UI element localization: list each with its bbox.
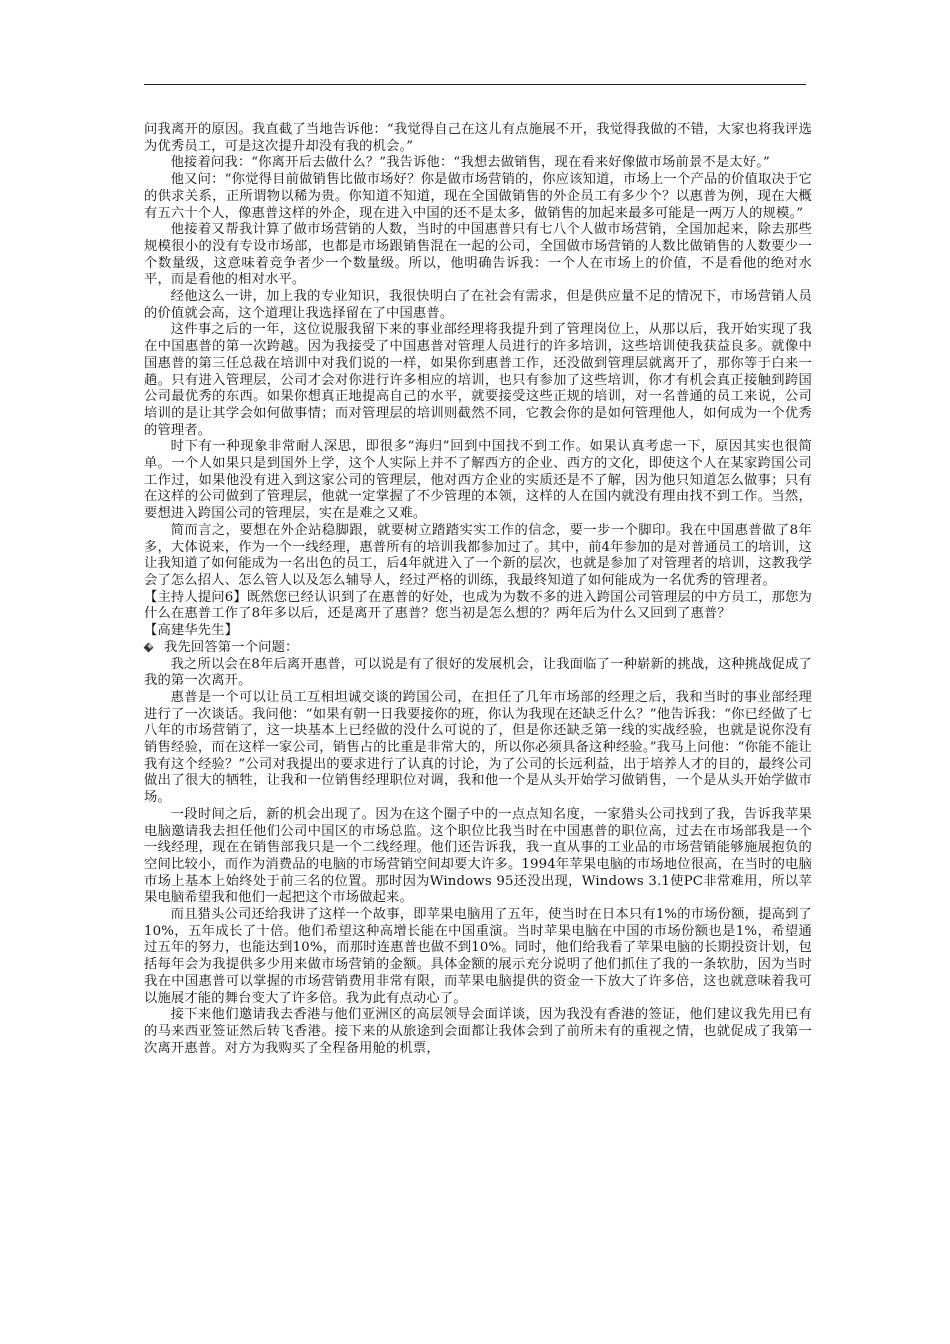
paragraph: 他接着问我：“你离开后去做什么？”我告诉他：“我想去做销售，现在看来好像做市场前景不是太好。” (170, 155, 770, 171)
paragraph: 他接着又帮我计算了做市场营销的人数，当时的中国惠普只有七八个人做市场营销，全国加起来，除去那些规模很小的没有专设市场部，也都是市场跟销售混在一起的公司，全国做市场营销的人数比做销售的人数要少一个数量级，这意味着竞争者少一个数量级。所以，他明确告诉我：一个人在市场上的价值，不是看他的绝对水平，而是看他的相对水平。 (144, 222, 812, 288)
document-body (144, 122, 812, 1057)
paragraph: 惠普是一个可以让员工互相坦诚交谈的跨国公司，在担任了几年市场部的经理之后，我和当时的事业部经理进行了一次谈话。我问他：“如果有朝一日我要接你的班，你认为我现在还缺乏什么？”他告诉我：“你已经做了七八年的市场营销了，这一块基本上已经做的没什么可说的了，但是你还缺乏第一线的实战经验，也就是说你没有销售经验，而在这样一家公司，销售占的比重是非常大的，所以你必须具备这种经验。”我马上问他：“你能不能让我有这个经验？”公司对我提出的要求进行了认真的讨论，为了公司的长远利益，出于培养人才的目的，最终公司做出了很大的牺牲，让我和一位销售经理职位对调，我和他一个是从头开始学习做销售，一个是从头开始学做市场。 (144, 689, 812, 806)
bullet-text: 我先回答第一个问题： (164, 639, 299, 655)
bullet-item (144, 640, 812, 657)
paragraph: 他又问：“你觉得目前做销售比做市场好？你是做市场营销的，你应该知道，市场上一个产品的价值取决于它的供求关系，正所谓物以稀为贵。你知道不知道，现在全国做销售的外企员工有多少个？以惠普为例，现在大概有五六十个人，像惠普这样的外企，现在进入中国的还不是太多，做销售的加起来最多可能是一两万人的规模。” (144, 172, 812, 221)
paragraph: 一段时间之后，新的机会出现了。因为在这个圈子中的一点点知名度，一家猎头公司找到了我，告诉我苹果电脑邀请我去担任他们公司中国区的市场总监。这个职位比我当时在中国惠普的职位高，过去在市场部我是一个一线经理，现在在销售部我只是一个二线经理。他们还告诉我，我一直从事的工业品的市场营销能够施展抱负的空间比较小，而作为消费品的电脑的市场营销空间却要大许多。1994年苹果电脑的市场地位很高，在当时的电脑市场上基本上始终处于前三名的位置。那时因为Windows 95还没出现，Windows 3.1使PC非常难用，所以苹果电脑希望我和他们一起把这个市场做起来。 (144, 806, 812, 906)
header-rule (144, 84, 806, 85)
paragraph: 这件事之后的一年，这位说服我留下来的事业部经理将我提升到了管理岗位上，从那以后，我开始实现了我在中国惠普的第一次跨越。因为我接受了中国惠普对管理人员进行的许多培训，这些培训使我获益良多。就像中国惠普的第三任总裁在培训中对我们说的一样，如果你到惠普工作，还没做到管理层就离开了，那你等于白来一趟。只有进入管理层，公司才会对你进行许多相应的培训，也只有参加了这些培训，你才有机会真正接触到跨国公司最优秀的东西。如果你想真正地提高自己的水平，就要接受这些正规的培训，对一名普通的员工来说，公司培训的是让其学会如何做事情；而对管理层的培训则截然不同，它教会你的是如何管理他人，如何成为一个优秀的管理者。 (144, 322, 812, 438)
diamond-bullet-icon (144, 643, 154, 653)
paragraph: 时下有一种现象非常耐人深思，即很多“海归”回到中国找不到工作。如果认真考虑一下，原因其实也很简单。一个人如果只是到国外上学，这个人实际上并不了解西方的企业、西方的文化，即使这个人在某家跨国公司工作过，如果他没有进入到这家公司的管理层，他对西方企业的实质还是不了解，因为他只知道怎么做事；只有在这样的公司做到了管理层，他就一定掌握了不少管理的本领，这样的人在国内就没有理由找不到工作。当然，要想进入跨国公司的管理层，实在是难之又难。 (144, 439, 812, 522)
paragraph: 经他这么一讲，加上我的专业知识，我很快明白了在社会有需求，但是供应量不足的情况下，市场营销人员的价值就会高，这个道理让我选择留在了中国惠普。 (144, 289, 812, 321)
paragraph: 接下来他们邀请我去香港与他们亚洲区的高层领导会面详谈，因为我没有香港的签证，他们建议我先用已有的马来西亚签证然后转飞香港。接下来的从旅途到会面都让我体会到了前所未有的重视之情，也就促成了我第一次离开惠普。对方为我购买了全程备用舱的机票， (144, 1007, 812, 1056)
paragraph: 问我离开的原因。我直截了当地告诉他：“我觉得自己在这儿有点施展不开，我觉得我做的不错，大家也将我评选为优秀员工，可是这次提升却没有我的机会。” (144, 122, 812, 154)
speaker-heading: 【高建华先生】 (144, 623, 239, 639)
paragraph: 而且猎头公司还给我讲了这样一个故事，即苹果电脑用了五年，使当时在日本只有1%的市场份额，提高到了10%，五年成长了十倍。他们希望这种高增长能在中国重演。当时苹果电脑在中国的市场份额也是1%，希望通过五年的努力，也能达到10%，而那时连惠普也做不到10%。同时，他们给我看了苹果电脑的长期投资计划，包括每年会为我提供多少用来做市场营销的金额。具体金额的展示充分说明了他们抓住了我的一条软肋，因为当时我在中国惠普可以掌握的市场营销费用非常有限，而苹果电脑提供的资金一下放大了许多倍，这也就意味着我可以施展才能的舞台变大了许多倍。我为此有点动心了。 (144, 907, 812, 1006)
host-question: 【主持人提问6】既然您已经认识到了在惠普的好处，也成为为数不多的进入跨国公司管理层的中方员工，那您为什么在惠普工作了8年多以后，还是离开了惠普？您当初是怎么想的？两年后为什么又回到了惠普？ (144, 589, 812, 622)
paragraph: 简而言之，要想在外企站稳脚跟，就要树立踏踏实实工作的信念，要一步一个脚印。我在中国惠普做了8年多，大体说来，作为一个一线经理，惠普所有的培训我都参加过了。其中，前4年参加的是对普通员工的培训，这让我知道了如何能成为一名出色的员工，后4年就进入了一个新的层次，也就是参加了对管理者的培训，这教我学会了怎么招人、怎么管人以及怎么辅导人，经过严格的训练，我最终知道了如何能成为一名优秀的管理者。 (144, 522, 812, 588)
paragraph: 我之所以会在8年后离开惠普，可以说是有了很好的发展机会，让我面临了一种崭新的挑战，这种挑战促成了我的第一次离开。 (144, 656, 812, 689)
